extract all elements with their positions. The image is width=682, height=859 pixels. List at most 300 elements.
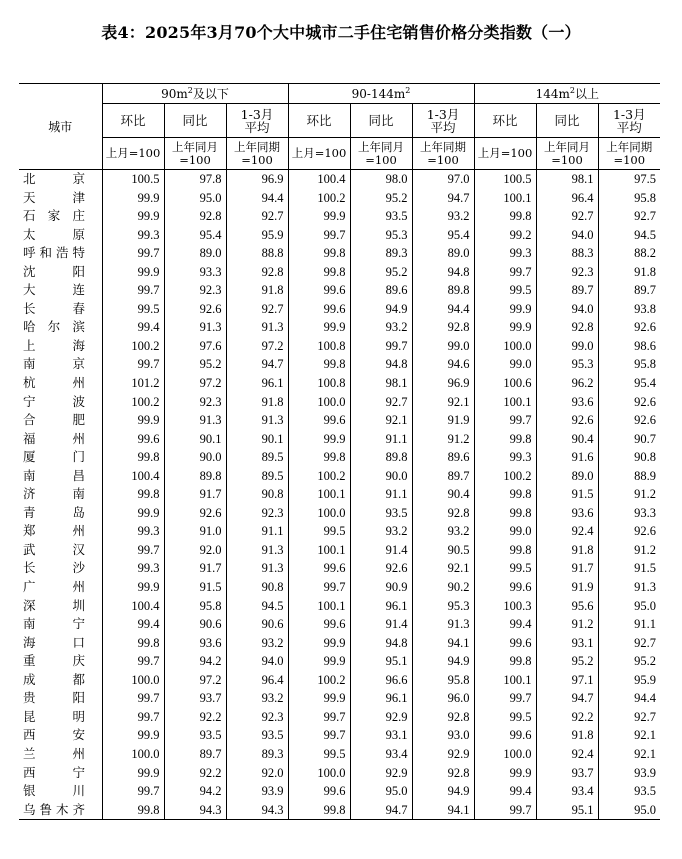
city-cell xyxy=(19,189,102,208)
city-name: 宁 波 xyxy=(23,393,85,409)
value-cell: 96.9 xyxy=(226,170,288,189)
value-cell: 89.3 xyxy=(350,244,412,263)
value-cell: 89.8 xyxy=(412,281,474,300)
value-cell: 93.7 xyxy=(536,764,598,783)
value-cell: 99.7 xyxy=(288,726,350,745)
value-cell: 88.2 xyxy=(598,244,660,263)
value-cell: 99.0 xyxy=(474,355,536,374)
value-cell: 100.0 xyxy=(288,764,350,783)
value-cell: 94.4 xyxy=(412,300,474,319)
city-name: 北 京 xyxy=(23,171,85,186)
value-cell: 95.8 xyxy=(164,597,226,616)
base-header: 上年同期 =100 xyxy=(226,138,288,170)
value-cell: 93.6 xyxy=(536,504,598,523)
value-cell: 89.0 xyxy=(164,244,226,263)
value-cell: 93.5 xyxy=(350,504,412,523)
value-cell: 90.4 xyxy=(536,430,598,449)
value-cell: 99.0 xyxy=(536,337,598,356)
base-header: 上年同月 =100 xyxy=(536,138,598,170)
value-cell: 93.6 xyxy=(164,634,226,653)
value-cell: 93.7 xyxy=(164,689,226,708)
value-cell: 100.1 xyxy=(288,541,350,560)
city-name: 长 沙 xyxy=(23,560,85,576)
metric-header: 同比 xyxy=(350,104,412,138)
table-row xyxy=(19,485,660,504)
value-cell: 92.9 xyxy=(350,708,412,727)
city-name: 杭 州 xyxy=(23,375,85,391)
value-cell: 90.1 xyxy=(226,430,288,449)
value-cell: 99.9 xyxy=(288,430,350,449)
value-cell: 92.6 xyxy=(164,504,226,523)
city-name: 贵 阳 xyxy=(23,690,85,706)
metric-header: 环比 xyxy=(288,104,350,138)
value-cell: 93.5 xyxy=(226,726,288,745)
city-cell xyxy=(19,485,102,504)
value-cell: 96.4 xyxy=(226,671,288,690)
value-cell: 94.2 xyxy=(164,782,226,801)
value-cell: 89.0 xyxy=(412,244,474,263)
value-cell: 91.2 xyxy=(536,615,598,634)
table-row xyxy=(19,411,660,430)
table-row xyxy=(19,467,660,486)
value-cell: 93.5 xyxy=(598,782,660,801)
city-cell xyxy=(19,318,102,337)
value-cell: 92.7 xyxy=(350,393,412,412)
table-row xyxy=(19,207,660,226)
value-cell: 92.3 xyxy=(164,393,226,412)
city-name: 成 都 xyxy=(23,671,85,687)
value-cell: 92.3 xyxy=(226,708,288,727)
value-cell: 99.7 xyxy=(102,541,164,560)
value-cell: 94.7 xyxy=(412,189,474,208)
value-cell: 93.3 xyxy=(164,263,226,282)
value-cell: 96.1 xyxy=(350,689,412,708)
value-cell: 99.5 xyxy=(474,708,536,727)
value-cell: 99.5 xyxy=(474,281,536,300)
value-cell: 99.7 xyxy=(350,337,412,356)
value-cell: 93.3 xyxy=(598,504,660,523)
city-name: 乌 鲁 木 齐 xyxy=(23,801,85,817)
value-cell: 99.7 xyxy=(474,689,536,708)
value-cell: 100.0 xyxy=(474,745,536,764)
value-cell: 99.8 xyxy=(288,244,350,263)
city-cell xyxy=(19,170,102,189)
value-cell: 89.3 xyxy=(226,745,288,764)
value-cell: 93.0 xyxy=(412,726,474,745)
city-cell xyxy=(19,745,102,764)
value-cell: 94.5 xyxy=(226,597,288,616)
value-cell: 88.8 xyxy=(226,244,288,263)
metric-header: 1-3月 平均 xyxy=(226,104,288,138)
value-cell: 100.5 xyxy=(102,170,164,189)
value-cell: 99.8 xyxy=(102,485,164,504)
value-cell: 99.8 xyxy=(102,801,164,820)
value-cell: 92.7 xyxy=(598,207,660,226)
value-cell: 99.8 xyxy=(288,355,350,374)
value-cell: 92.7 xyxy=(598,634,660,653)
value-cell: 94.9 xyxy=(412,782,474,801)
city-name: 石 家 庄 xyxy=(23,208,85,224)
value-cell: 100.1 xyxy=(474,189,536,208)
table-row xyxy=(19,244,660,263)
value-cell: 99.8 xyxy=(288,801,350,820)
value-cell: 97.2 xyxy=(164,671,226,690)
value-cell: 94.0 xyxy=(226,652,288,671)
value-cell: 96.2 xyxy=(536,374,598,393)
value-cell: 99.4 xyxy=(474,615,536,634)
value-cell: 92.8 xyxy=(412,708,474,727)
value-cell: 99.7 xyxy=(102,281,164,300)
value-cell: 95.2 xyxy=(350,189,412,208)
value-cell: 100.8 xyxy=(288,374,350,393)
value-cell: 88.3 xyxy=(536,244,598,263)
value-cell: 96.0 xyxy=(412,689,474,708)
value-cell: 91.8 xyxy=(536,726,598,745)
value-cell: 99.7 xyxy=(102,689,164,708)
value-cell: 99.9 xyxy=(102,207,164,226)
value-cell: 99.6 xyxy=(288,300,350,319)
table-row xyxy=(19,374,660,393)
value-cell: 92.3 xyxy=(164,281,226,300)
value-cell: 95.4 xyxy=(164,226,226,245)
value-cell: 95.9 xyxy=(598,671,660,690)
value-cell: 95.8 xyxy=(412,671,474,690)
city-name: 天 津 xyxy=(23,189,85,205)
value-cell: 94.7 xyxy=(350,801,412,820)
value-cell: 99.3 xyxy=(102,226,164,245)
value-cell: 99.7 xyxy=(102,708,164,727)
value-cell: 94.2 xyxy=(164,652,226,671)
city-name: 大 连 xyxy=(23,282,85,298)
value-cell: 96.1 xyxy=(350,597,412,616)
value-cell: 94.6 xyxy=(412,355,474,374)
value-cell: 100.4 xyxy=(288,170,350,189)
city-cell xyxy=(19,615,102,634)
table-row xyxy=(19,393,660,412)
value-cell: 99.0 xyxy=(412,337,474,356)
value-cell: 99.7 xyxy=(288,226,350,245)
value-cell: 99.9 xyxy=(288,207,350,226)
value-cell: 91.9 xyxy=(536,578,598,597)
value-cell: 95.1 xyxy=(536,801,598,820)
city-name: 西 宁 xyxy=(23,764,85,780)
city-name: 海 口 xyxy=(23,634,85,650)
table-row xyxy=(19,578,660,597)
value-cell: 99.4 xyxy=(102,615,164,634)
value-cell: 99.9 xyxy=(102,726,164,745)
value-cell: 91.0 xyxy=(164,522,226,541)
value-cell: 99.0 xyxy=(474,522,536,541)
city-name: 南 昌 xyxy=(23,467,85,483)
city-name: 沈 阳 xyxy=(23,263,85,279)
value-cell: 93.9 xyxy=(598,764,660,783)
table-row xyxy=(19,522,660,541)
city-name: 福 州 xyxy=(23,430,85,446)
metric-header: 1-3月 平均 xyxy=(598,104,660,138)
table-row xyxy=(19,615,660,634)
value-cell: 99.8 xyxy=(102,448,164,467)
value-cell: 100.2 xyxy=(474,467,536,486)
value-cell: 95.2 xyxy=(536,652,598,671)
table-row xyxy=(19,689,660,708)
value-cell: 99.8 xyxy=(474,207,536,226)
value-cell: 95.4 xyxy=(412,226,474,245)
value-cell: 92.1 xyxy=(598,745,660,764)
value-cell: 91.8 xyxy=(536,541,598,560)
city-name: 兰 州 xyxy=(23,745,85,761)
value-cell: 89.0 xyxy=(536,467,598,486)
value-cell: 99.7 xyxy=(102,652,164,671)
value-cell: 100.4 xyxy=(102,597,164,616)
value-cell: 94.3 xyxy=(164,801,226,820)
table-row xyxy=(19,708,660,727)
city-name: 哈 尔 滨 xyxy=(23,319,85,335)
value-cell: 99.6 xyxy=(288,281,350,300)
value-cell: 89.7 xyxy=(536,281,598,300)
value-cell: 96.4 xyxy=(536,189,598,208)
city-name: 济 南 xyxy=(23,486,85,502)
group-header-small: $90m^2$及以下 xyxy=(102,84,288,104)
value-cell: 95.0 xyxy=(598,597,660,616)
city-cell xyxy=(19,652,102,671)
table-row xyxy=(19,355,660,374)
table-row xyxy=(19,726,660,745)
value-cell: 99.9 xyxy=(102,189,164,208)
value-cell: 90.0 xyxy=(164,448,226,467)
value-cell: 90.6 xyxy=(226,615,288,634)
table-row xyxy=(19,300,660,319)
value-cell: 94.1 xyxy=(412,634,474,653)
table-row xyxy=(19,782,660,801)
value-cell: 90.6 xyxy=(164,615,226,634)
value-cell: 95.8 xyxy=(598,355,660,374)
value-cell: 92.6 xyxy=(536,411,598,430)
value-cell: 99.9 xyxy=(474,318,536,337)
value-cell: 91.7 xyxy=(164,485,226,504)
value-cell: 93.2 xyxy=(412,522,474,541)
value-cell: 99.9 xyxy=(288,689,350,708)
value-cell: 91.8 xyxy=(226,281,288,300)
value-cell: 92.6 xyxy=(164,300,226,319)
value-cell: 95.6 xyxy=(536,597,598,616)
city-cell xyxy=(19,226,102,245)
value-cell: 99.8 xyxy=(288,263,350,282)
city-cell xyxy=(19,708,102,727)
value-cell: 92.2 xyxy=(164,764,226,783)
value-cell: 94.8 xyxy=(412,263,474,282)
value-cell: 93.1 xyxy=(350,726,412,745)
value-cell: 89.6 xyxy=(350,281,412,300)
city-cell xyxy=(19,244,102,263)
city-cell xyxy=(19,597,102,616)
city-name: 合 肥 xyxy=(23,412,85,428)
city-name: 银 川 xyxy=(23,783,85,799)
value-cell: 100.0 xyxy=(288,504,350,523)
table-row xyxy=(19,504,660,523)
value-cell: 100.0 xyxy=(102,745,164,764)
table-row xyxy=(19,337,660,356)
value-cell: 94.7 xyxy=(536,689,598,708)
value-cell: 92.8 xyxy=(412,318,474,337)
value-cell: 91.1 xyxy=(350,485,412,504)
base-header: 上年同月 =100 xyxy=(350,138,412,170)
city-cell xyxy=(19,782,102,801)
value-cell: 95.4 xyxy=(598,374,660,393)
value-cell: 100.1 xyxy=(288,485,350,504)
value-cell: 91.6 xyxy=(536,448,598,467)
value-cell: 97.2 xyxy=(226,337,288,356)
table-row xyxy=(19,634,660,653)
value-cell: 99.9 xyxy=(102,411,164,430)
city-cell xyxy=(19,430,102,449)
table-row xyxy=(19,541,660,560)
city-name: 广 州 xyxy=(23,579,85,595)
value-cell: 98.1 xyxy=(350,374,412,393)
value-cell: 93.9 xyxy=(226,782,288,801)
city-name: 厦 门 xyxy=(23,449,85,465)
value-cell: 99.6 xyxy=(102,430,164,449)
value-cell: 100.0 xyxy=(474,337,536,356)
table-row xyxy=(19,226,660,245)
city-cell xyxy=(19,355,102,374)
value-cell: 99.7 xyxy=(102,782,164,801)
value-cell: 99.9 xyxy=(288,318,350,337)
city-cell xyxy=(19,411,102,430)
value-cell: 89.7 xyxy=(412,467,474,486)
value-cell: 94.3 xyxy=(226,801,288,820)
base-header: 上年同期 =100 xyxy=(412,138,474,170)
value-cell: 100.1 xyxy=(288,597,350,616)
value-cell: 99.4 xyxy=(102,318,164,337)
value-cell: 91.3 xyxy=(598,578,660,597)
value-cell: 93.2 xyxy=(350,522,412,541)
value-cell: 93.6 xyxy=(536,393,598,412)
value-cell: 91.2 xyxy=(412,430,474,449)
city-name: 长 春 xyxy=(23,300,85,316)
value-cell: 100.5 xyxy=(474,170,536,189)
value-cell: 97.0 xyxy=(412,170,474,189)
value-cell: 95.0 xyxy=(164,189,226,208)
table-row xyxy=(19,671,660,690)
value-cell: 90.0 xyxy=(350,467,412,486)
value-cell: 100.8 xyxy=(288,337,350,356)
table-row xyxy=(19,281,660,300)
base-header: 上年同期 =100 xyxy=(598,138,660,170)
value-cell: 92.2 xyxy=(536,708,598,727)
value-cell: 95.0 xyxy=(350,782,412,801)
city-name: 昆 明 xyxy=(23,708,85,724)
price-index-table xyxy=(19,83,660,820)
city-cell xyxy=(19,207,102,226)
value-cell: 93.8 xyxy=(598,300,660,319)
city-cell xyxy=(19,764,102,783)
value-cell: 94.8 xyxy=(350,634,412,653)
value-cell: 92.7 xyxy=(226,300,288,319)
city-name: 青 岛 xyxy=(23,504,85,520)
value-cell: 95.2 xyxy=(164,355,226,374)
table-row xyxy=(19,263,660,282)
city-name: 上 海 xyxy=(23,337,85,353)
value-cell: 99.7 xyxy=(474,411,536,430)
group-header-large: $144m^2$以上 xyxy=(474,84,660,104)
value-cell: 99.2 xyxy=(474,226,536,245)
value-cell: 99.5 xyxy=(288,522,350,541)
value-cell: 91.3 xyxy=(164,318,226,337)
value-cell: 92.1 xyxy=(350,411,412,430)
value-cell: 99.6 xyxy=(474,578,536,597)
value-cell: 92.4 xyxy=(536,522,598,541)
value-cell: 91.4 xyxy=(350,541,412,560)
value-cell: 100.2 xyxy=(102,393,164,412)
value-cell: 99.3 xyxy=(474,448,536,467)
value-cell: 90.1 xyxy=(164,430,226,449)
value-cell: 100.6 xyxy=(474,374,536,393)
value-cell: 95.8 xyxy=(598,189,660,208)
value-cell: 99.6 xyxy=(474,726,536,745)
base-header: 上月=100 xyxy=(474,138,536,170)
value-cell: 99.5 xyxy=(474,559,536,578)
city-cell xyxy=(19,393,102,412)
value-cell: 91.2 xyxy=(598,485,660,504)
value-cell: 97.1 xyxy=(536,671,598,690)
value-cell: 90.2 xyxy=(412,578,474,597)
value-cell: 99.5 xyxy=(288,745,350,764)
value-cell: 98.1 xyxy=(536,170,598,189)
table-row xyxy=(19,801,660,820)
value-cell: 99.7 xyxy=(102,355,164,374)
value-cell: 91.2 xyxy=(598,541,660,560)
table-row xyxy=(19,745,660,764)
value-cell: 92.6 xyxy=(350,559,412,578)
value-cell: 93.1 xyxy=(536,634,598,653)
value-cell: 99.6 xyxy=(474,634,536,653)
value-cell: 97.5 xyxy=(598,170,660,189)
value-cell: 95.0 xyxy=(598,801,660,820)
value-cell: 96.9 xyxy=(412,374,474,393)
value-cell: 91.8 xyxy=(598,263,660,282)
value-cell: 92.8 xyxy=(412,504,474,523)
base-header: 上月=100 xyxy=(102,138,164,170)
value-cell: 91.1 xyxy=(350,430,412,449)
value-cell: 91.8 xyxy=(226,393,288,412)
value-cell: 90.5 xyxy=(412,541,474,560)
value-cell: 93.2 xyxy=(350,318,412,337)
value-cell: 95.2 xyxy=(350,263,412,282)
value-cell: 91.3 xyxy=(226,541,288,560)
city-cell xyxy=(19,634,102,653)
city-cell xyxy=(19,559,102,578)
city-cell xyxy=(19,300,102,319)
value-cell: 94.1 xyxy=(412,801,474,820)
value-cell: 99.9 xyxy=(102,764,164,783)
value-cell: 95.1 xyxy=(350,652,412,671)
city-cell xyxy=(19,801,102,820)
value-cell: 92.9 xyxy=(350,764,412,783)
value-cell: 99.8 xyxy=(474,541,536,560)
base-header: 上年同月 =100 xyxy=(164,138,226,170)
city-cell xyxy=(19,448,102,467)
value-cell: 99.9 xyxy=(288,634,350,653)
value-cell: 90.8 xyxy=(598,448,660,467)
value-cell: 92.6 xyxy=(598,522,660,541)
table-row xyxy=(19,448,660,467)
value-cell: 92.3 xyxy=(536,263,598,282)
value-cell: 100.2 xyxy=(102,337,164,356)
value-cell: 94.9 xyxy=(412,652,474,671)
value-cell: 99.4 xyxy=(474,782,536,801)
city-name: 郑 州 xyxy=(23,523,85,539)
value-cell: 93.2 xyxy=(226,634,288,653)
